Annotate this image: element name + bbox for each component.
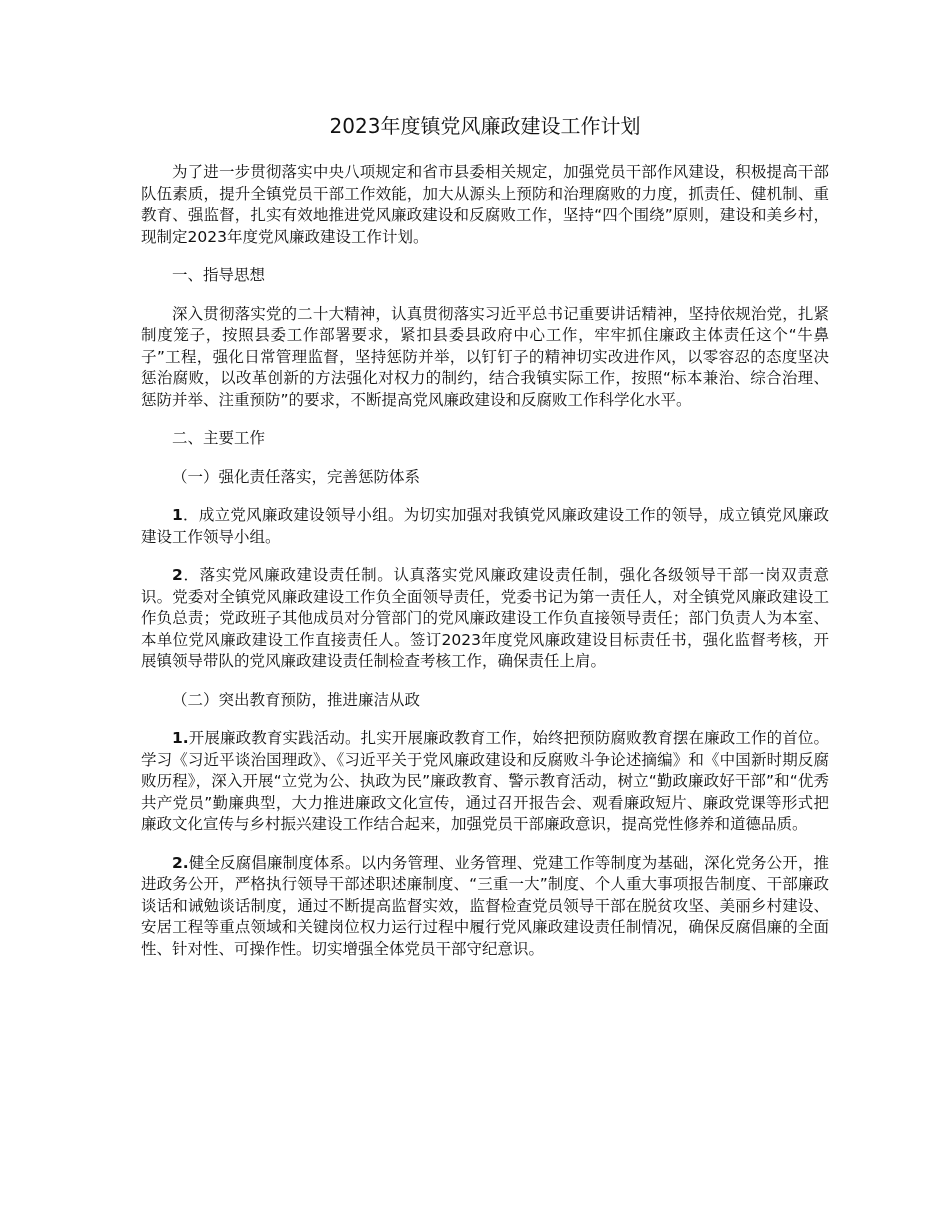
responsibility-item-1 xyxy=(141,505,829,548)
document-body xyxy=(141,112,829,977)
item-text: ．成立党风廉政建设领导小组。为切实加强对我镇党风廉政建设工作的领导，成立镇党风廉政建设工作领导小组。 xyxy=(141,506,829,546)
intro-paragraph: 为了进一步贯彻落实中央八项规定和省市县委相关规定，加强党员干部作风建设，积极提高干部队伍素质，提升全镇党员干部工作效能，加大从源头上预防和治理腐败的力度，抓责任、健机制、重教育、强监督，扎实有效地推进党风廉政建设和反腐败工作，坚持“四个围绕”原则，建设和美乡村，现制定2023年度党风廉政建设工作计划。 xyxy=(141,163,829,246)
item-number: 2. xyxy=(172,853,189,872)
document-title: 2023年度镇党风廉政建设工作计划 xyxy=(329,114,641,138)
item-number: 2 xyxy=(172,566,183,584)
item-text: 开展廉政教育实践活动。扎实开展廉政教育工作，始终把预防腐败教育摆在廉政工作的首位。学习《习近平谈治国理政》、《习近平关于党风廉政建设和反腐败斗争论述摘编》和《中国新时期反腐败历程》，深入开展“立党为公、执政为民”廉政教育、警示教育活动，树立“勤政廉政好干部”和“优秀共产党员”勤廉典型，大力推进廉政文化宣传，通过召开报告会、观看廉政短片、廉政党课等形式把廉政文化宣传与乡村振兴建设工作结合起来，加强党员干部廉政意识，提高党性修养和道德品质。 xyxy=(141,729,829,833)
item-number: 1. xyxy=(172,729,189,747)
item-number: 1 xyxy=(172,506,183,524)
responsibility-item-2 xyxy=(141,565,829,673)
guiding-ideology-paragraph: 深入贯彻落实党的二十大精神，认真贯彻落实习近平总书记重要讲话精神，坚持依规治党，扎紧制度笼子，按照县委工作部署要求，紧扣县委县政府中心工作，牢牢抓住廉政主体责任这个“牛鼻子”工程，强化日常管理监督，坚持惩防并举，以钉钉子的精神切实改进作风，以零容忍的态度坚决惩治腐败，以改革创新的方法强化对权力的制约，结合我镇实际工作，按照“标本兼治、综合治理、惩防并举、注重预防”的要求，不断提高党风廉政建设和反腐败工作科学化水平。 xyxy=(141,304,829,409)
section-heading-main-work: 二、主要工作 xyxy=(172,429,266,447)
item-text: 健全反腐倡廉制度体系。以内务管理、业务管理、党建工作等制度为基础，深化党务公开，推进政务公开，严格执行领导干部述职述廉制度、“三重一大”制度、个人重大事项报告制度、干部廉政谈话和诫勉谈话制度，通过不断提高监督实效，监督检查党员领导干部在脱贫攻坚、美丽乡村建设、安居工程等重点领域和关键岗位权力运行过程中履行党风廉政建设责任制情况，确保反腐倡廉的全面性、针对性、可操作性。切实增强全体党员干部守纪意识。 xyxy=(141,853,829,958)
section-heading-guiding-ideology: 一、指导思想 xyxy=(172,266,266,284)
education-item-1 xyxy=(141,728,829,836)
item-text: ．落实党风廉政建设责任制。认真落实党风廉政建设责任制，强化各级领导干部一岗双责意识。党委对全镇党风廉政建设工作负全面领导责任，党委书记为第一责任人，对全镇党风廉政建设工作负总责；党政班子其他成员对分管部门的党风廉政建设工作负直接领导责任；部门负责人为本室、本单位党风廉政建设工作直接责任人。签订2023年度党风廉政建设目标责任书，强化监督考核，开展镇领导带队的党风廉政建设责任制检查考核工作，确保责任上肩。 xyxy=(141,566,829,670)
subsection-heading-education: （二）突出教育预防，推进廉洁从政 xyxy=(172,690,421,709)
education-item-2 xyxy=(141,853,829,961)
subsection-heading-responsibility: （一）强化责任落实，完善惩防体系 xyxy=(172,467,421,486)
